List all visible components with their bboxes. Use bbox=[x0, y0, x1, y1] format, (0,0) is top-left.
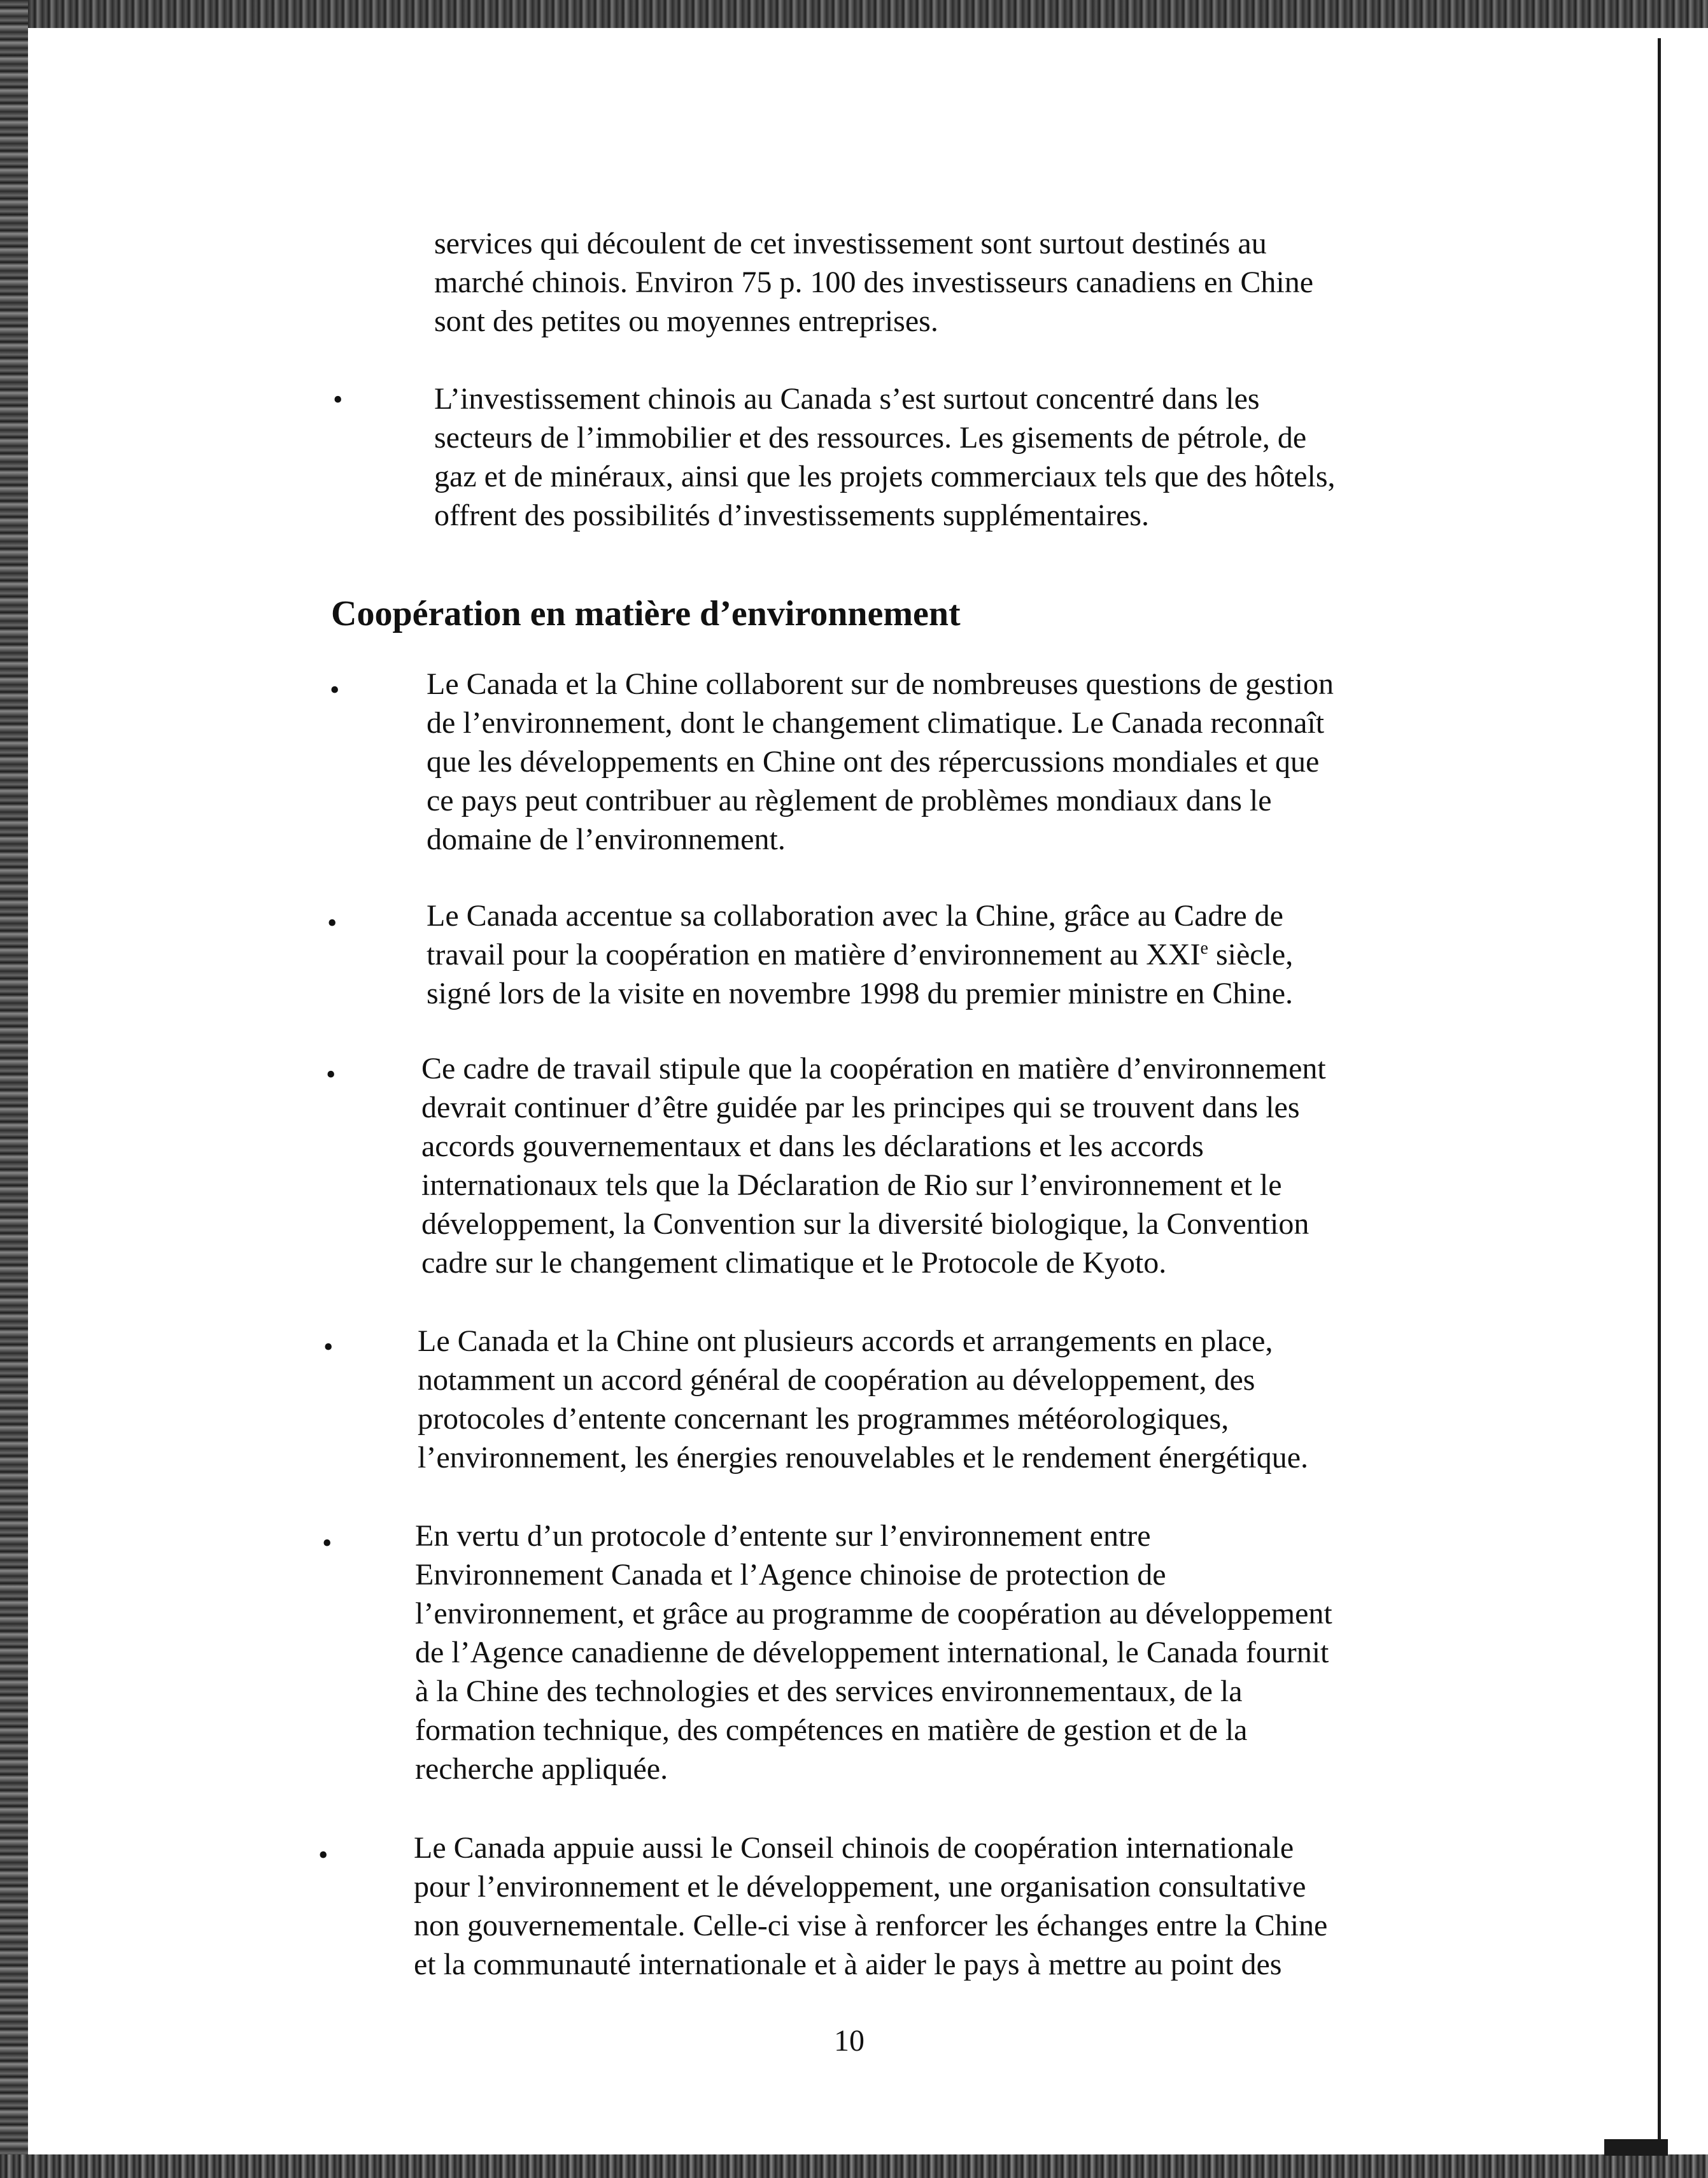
text-line: et la communauté internationale et à aider le pays à mettre au point des bbox=[414, 1948, 1282, 1981]
bullet-marker: • bbox=[333, 384, 343, 415]
text-line: devrait continuer d’être guidée par les principes qui se trouvent dans les bbox=[421, 1091, 1300, 1124]
text-line: non gouvernementale. Celle-ci vise à renforcer les échanges entre la Chine bbox=[414, 1909, 1328, 1942]
investment-bullet bbox=[434, 379, 1336, 535]
text-line: Ce cadre de travail stipule que la coopération en matière d’environnement bbox=[421, 1052, 1326, 1085]
text-line: secteurs de l’immobilier et des ressources. Les gisements de pétrole, de bbox=[434, 421, 1307, 455]
text-line: signé lors de la visite en novembre 1998 du premier ministre en Chine. bbox=[427, 977, 1294, 1010]
text-segment: travail pour la coopération en matière d’environnement au XXI bbox=[427, 938, 1201, 972]
text-line bbox=[427, 935, 1293, 974]
text-line: pour l’environnement et le développement, une organisation consultative bbox=[414, 1870, 1306, 1904]
bullet-marker: • bbox=[330, 674, 340, 705]
text-line: L’investissement chinois au Canada s’est surtout concentré dans les bbox=[434, 382, 1260, 416]
text-segment: siècle, bbox=[1208, 938, 1294, 972]
bullet-marker: • bbox=[326, 1059, 336, 1090]
text-line: services qui découlent de cet investissement sont surtout destinés au bbox=[434, 227, 1267, 260]
superscript: e bbox=[1200, 938, 1208, 958]
text-line: sont des petites ou moyennes entreprises. bbox=[434, 304, 938, 338]
text-line: notamment un accord général de coopération au développement, des bbox=[418, 1363, 1255, 1397]
text-line: cadre sur le changement climatique et le Protocole de Kyoto. bbox=[421, 1246, 1167, 1280]
env-bullet-principles bbox=[421, 1049, 1326, 1282]
env-bullet-protocol bbox=[415, 1517, 1332, 1788]
bullet-marker: • bbox=[323, 1331, 334, 1362]
bullet-marker: • bbox=[322, 1527, 332, 1559]
text-line: développement, la Convention sur la diversité biologique, la Convention bbox=[421, 1207, 1309, 1241]
bullet-marker: • bbox=[318, 1839, 328, 1870]
text-line: domaine de l’environnement. bbox=[427, 823, 786, 856]
text-line: de l’Agence canadienne de développement international, le Canada fournit bbox=[415, 1636, 1329, 1669]
text-line: Le Canada accentue sa collaboration avec la Chine, grâce au Cadre de bbox=[427, 899, 1283, 933]
intro-paragraph bbox=[434, 224, 1313, 341]
text-line: l’environnement, les énergies renouvelables et le rendement énergétique. bbox=[418, 1441, 1309, 1474]
bullet-marker: • bbox=[327, 907, 337, 938]
text-line: accords gouvernementaux et dans les déclarations et les accords bbox=[421, 1129, 1204, 1163]
text-line: que les développements en Chine ont des répercussions mondiales et que bbox=[427, 745, 1320, 779]
text-line: marché chinois. Environ 75 p. 100 des investisseurs canadiens en Chine bbox=[434, 265, 1314, 299]
text-line: Le Canada et la Chine collaborent sur de nombreuses questions de gestion bbox=[427, 667, 1334, 701]
text-line: Le Canada et la Chine ont plusieurs accords et arrangements en place, bbox=[418, 1324, 1273, 1358]
text-line: recherche appliquée. bbox=[415, 1752, 668, 1786]
text-line: de l’environnement, dont le changement climatique. Le Canada reconnaît bbox=[427, 706, 1325, 740]
text-line: l’environnement, et grâce au programme de coopération au développement bbox=[415, 1597, 1332, 1630]
env-bullet-framework bbox=[427, 896, 1293, 1013]
text-line: à la Chine des technologies et des services environnementaux, de la bbox=[415, 1674, 1243, 1708]
section-heading: Coopération en matière d’environnement bbox=[331, 594, 961, 633]
text-line: gaz et de minéraux, ainsi que les projets commerciaux tels que des hôtels, bbox=[434, 460, 1336, 493]
text-line: formation technique, des compétences en matière de gestion et de la bbox=[415, 1713, 1248, 1747]
env-bullet-agreements bbox=[418, 1322, 1308, 1477]
text-line: offrent des possibilités d’investissements supplémentaires. bbox=[434, 499, 1149, 532]
text-line: internationaux tels que la Déclaration de Rio sur l’environnement et le bbox=[421, 1168, 1282, 1202]
env-bullet-collaboration bbox=[427, 665, 1334, 859]
page-number: 10 bbox=[834, 2024, 865, 2058]
text-line: ce pays peut contribuer au règlement de problèmes mondiaux dans le bbox=[427, 784, 1272, 817]
text-line: En vertu d’un protocole d’entente sur l’environnement entre bbox=[415, 1519, 1151, 1553]
text-line: protocoles d’entente concernant les programmes météorologiques, bbox=[418, 1402, 1229, 1436]
env-bullet-council bbox=[414, 1828, 1327, 1984]
text-line: Environnement Canada et l’Agence chinoise de protection de bbox=[415, 1558, 1166, 1592]
text-line: Le Canada appuie aussi le Conseil chinois de coopération internationale bbox=[414, 1831, 1294, 1865]
